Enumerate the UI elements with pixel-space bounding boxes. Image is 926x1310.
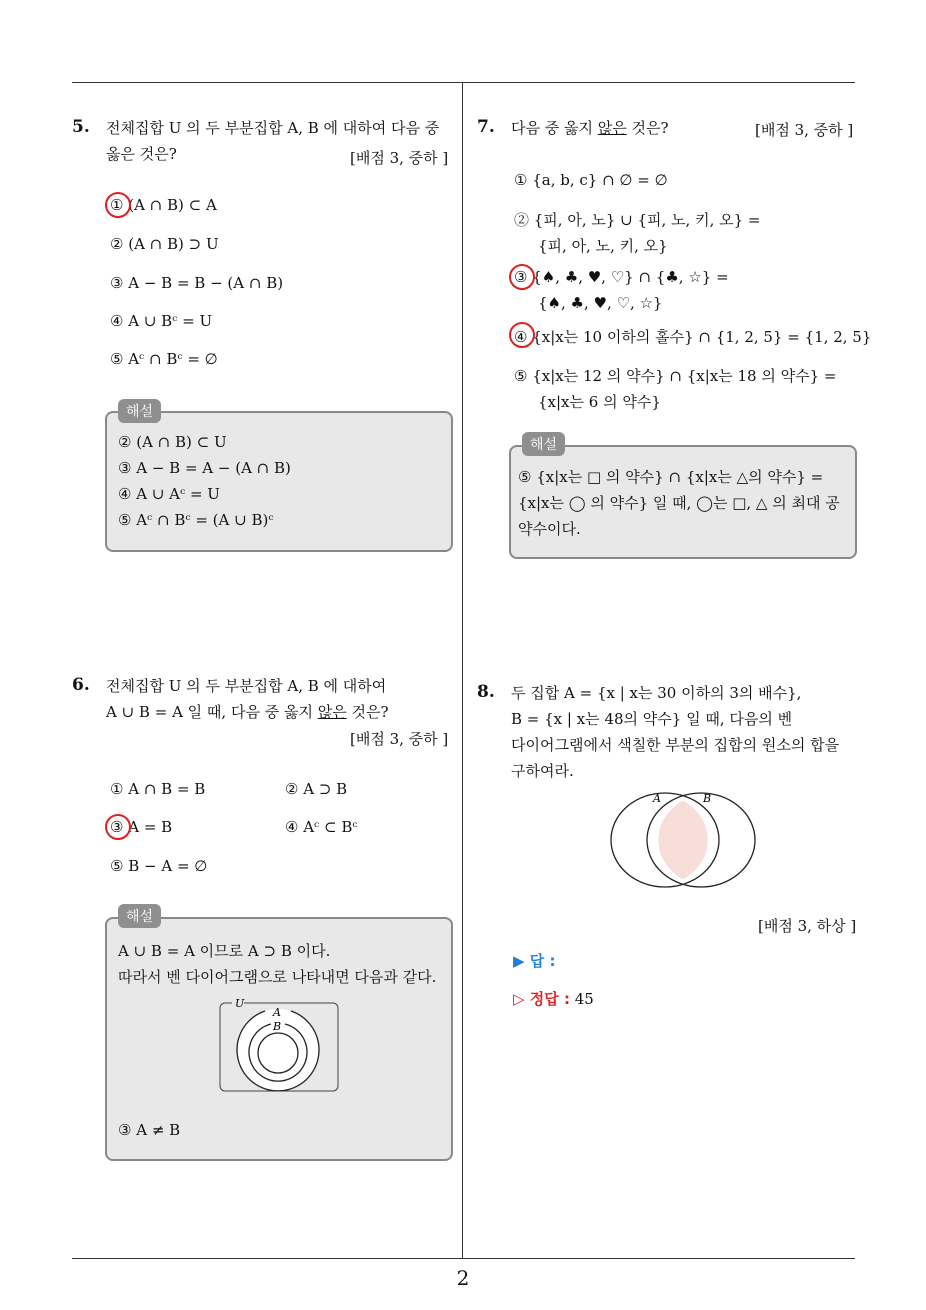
q6-venn-label-b: B — [273, 1020, 282, 1033]
q6-marked-circle — [105, 814, 131, 840]
q5-marked-circle — [105, 192, 131, 218]
q6-choice-1[interactable]: ① A ∩ B = B — [110, 780, 206, 798]
q7-choice-3-cont: {♠, ♣, ♥, ♡, ☆} — [538, 294, 663, 312]
q8-answer-label: ▶ 답 : — [513, 952, 556, 970]
q7-choice-4[interactable]: ④ {x|x는 10 이하의 홀수} ∩ {1, 2, 5} = {1, 2, 5} — [514, 328, 872, 346]
q5-choice-3[interactable]: ③ A − B = B − (A ∩ B) — [110, 274, 284, 292]
q7-choice-2[interactable]: ② {피, 아, 노} ∪ {피, 노, 키, 오} = — [514, 211, 761, 229]
q6-choice-4[interactable]: ④ Aᶜ ⊂ Bᶜ — [285, 818, 358, 836]
q8-stem-line4: 구하여라. — [511, 762, 574, 780]
q5-stem-line2: 옳은 것은? — [106, 145, 177, 163]
q6-choice-3[interactable]: ③ A = B — [110, 818, 173, 836]
q6-stem-line2: A ∪ B = A 일 때, 다음 중 옳지 않은 것은? — [106, 703, 389, 721]
q7-choice-5[interactable]: ⑤ {x|x는 12 의 약수} ∩ {x|x는 18 의 약수} = — [514, 367, 837, 385]
q6-solution-tag: 해설 — [118, 904, 161, 928]
q7-stem: 다음 중 옳지 않은 것은? — [511, 119, 669, 137]
column-divider — [462, 83, 463, 1259]
q8-score: [배점 3, 하상 ] — [758, 917, 857, 935]
q8-correct-value: 45 — [574, 990, 594, 1008]
q6-solution-line: 따라서 벤 다이어그램으로 나타내면 다음과 같다. — [118, 968, 437, 986]
q6-solution-line: ③ A ≠ B — [118, 1121, 181, 1139]
q7-choice-3[interactable]: ③ {♠, ♣, ♥, ♡} ∩ {♣, ☆} = — [514, 268, 729, 286]
q5-solution-line: ③ A − B = A − (A ∩ B) — [118, 459, 291, 477]
q7-number: 7. — [477, 117, 495, 137]
top-rule — [72, 82, 855, 83]
q8-venn-label-b: B — [703, 792, 712, 805]
q8-number: 8. — [477, 682, 495, 702]
q5-choice-2[interactable]: ② (A ∩ B) ⊃ U — [110, 235, 219, 253]
q8-correct-label: ▷ 정답 : — [513, 990, 570, 1008]
q5-solution-line: ② (A ∩ B) ⊂ U — [118, 433, 227, 451]
q6-solution-line: A ∪ B = A 이므로 A ⊃ B 이다. — [118, 942, 331, 960]
q7-choice-5-cont: {x|x는 6 의 약수} — [538, 393, 661, 411]
q7-marked-circle-3 — [509, 264, 535, 290]
q8-venn-label-a: A — [653, 792, 661, 805]
q7-score: [배점 3, 중하 ] — [755, 121, 854, 139]
q5-choice-4[interactable]: ④ A ∪ Bᶜ = U — [110, 312, 213, 330]
q8-venn-diagram — [610, 790, 756, 890]
q6-number: 6. — [72, 675, 90, 695]
page-number: 2 — [456, 1266, 470, 1290]
q7-choice-1[interactable]: ① {a, b, c} ∩ ∅ = ∅ — [514, 171, 668, 189]
bottom-rule — [72, 1258, 855, 1259]
q6-score: [배점 3, 중하 ] — [350, 730, 449, 748]
q6-venn-label-a: A — [273, 1006, 281, 1019]
q5-choice-5[interactable]: ⑤ Aᶜ ∩ Bᶜ = ∅ — [110, 350, 218, 368]
q6-choice-5[interactable]: ⑤ B − A = ∅ — [110, 857, 208, 875]
q6-venn-diagram — [218, 997, 342, 1095]
q5-stem-line1: 전체집합 U 의 두 부분집합 A, B 에 대하여 다음 중 — [106, 119, 440, 137]
q6-stem-line1: 전체집합 U 의 두 부분집합 A, B 에 대하여 — [106, 677, 387, 695]
q8-stem-line1: 두 집합 A = {x | x는 30 이하의 3의 배수}, — [511, 684, 802, 702]
q7-solution-line: {x|x는 ◯ 의 약수} 일 때, ◯는 □, △ 의 최대 공 — [518, 494, 840, 512]
q7-solution-line: ⑤ {x|x는 □ 의 약수} ∩ {x|x는 △의 약수} = — [518, 468, 824, 486]
q8-stem-line3: 다이어그램에서 색칠한 부분의 집합의 원소의 합을 — [511, 736, 840, 754]
q8-stem-line2: B = {x | x는 48의 약수} 일 때, 다음의 벤 — [511, 710, 793, 728]
q7-solution-line: 약수이다. — [518, 520, 581, 538]
q8-correct-answer — [513, 988, 594, 1009]
q7-solution-tag: 해설 — [522, 432, 565, 456]
q5-solution-line: ⑤ Aᶜ ∩ Bᶜ = (A ∪ B)ᶜ — [118, 511, 274, 529]
q5-number: 5. — [72, 117, 90, 137]
q7-marked-circle-4 — [509, 322, 535, 348]
q8-shaded-intersection — [658, 801, 707, 880]
q5-solution-line: ④ A ∪ Aᶜ = U — [118, 485, 220, 503]
q6-venn-label-u: U — [235, 997, 245, 1010]
q5-solution-tag: 해설 — [118, 399, 161, 423]
q7-choice-2-cont: {피, 아, 노, 키, 오} — [538, 237, 668, 255]
q5-choice-1[interactable]: ① (A ∩ B) ⊂ A — [110, 196, 217, 214]
q5-score: [배점 3, 중하 ] — [350, 149, 449, 167]
q6-choice-2[interactable]: ② A ⊃ B — [285, 780, 348, 798]
